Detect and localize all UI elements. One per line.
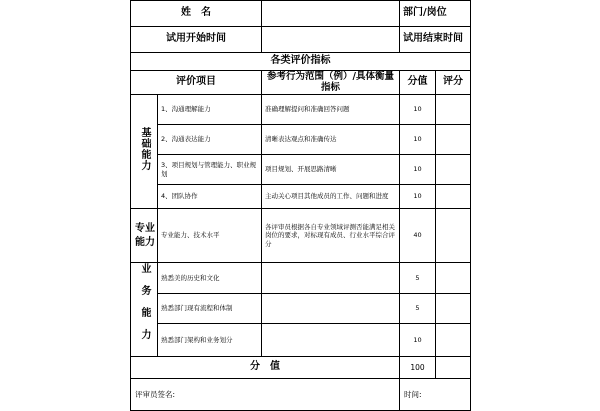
name-field[interactable] [262, 1, 400, 27]
item-score: 10 [400, 155, 436, 185]
item-reference: 各评审员根据各自专业领域评测否能满足相关岗位的要求，对标现有成员、行业水平综合评分 [262, 209, 400, 263]
item-score: 5 [400, 263, 436, 294]
col-header-score: 分值 [400, 71, 436, 95]
item-reference: 准确理解提问和准确回答问题 [262, 95, 400, 125]
trial-start-field[interactable] [262, 27, 400, 53]
col-header-item: 评价项目 [131, 71, 262, 95]
category-basic [131, 95, 158, 209]
name-label: 姓 名 [131, 1, 262, 27]
category-basic-label: 基础能力 [139, 127, 150, 171]
category-business [131, 263, 158, 357]
reviewer-signature-label: 评审员签名: [131, 379, 400, 411]
item-score: 10 [400, 125, 436, 155]
col-header-rating: 评分 [436, 71, 471, 95]
item-rating-cell[interactable] [436, 155, 471, 185]
item-rating-cell[interactable] [436, 185, 471, 209]
item-name: 3、项目规划与管理能力、职业规划 [158, 155, 262, 185]
item-reference [262, 293, 400, 324]
item-score: 10 [400, 95, 436, 125]
category-professional-label: 专业能力 [135, 222, 155, 248]
item-rating-cell[interactable] [436, 324, 471, 357]
time-label: 时间: [400, 379, 471, 411]
item-name: 1、沟通理解能力 [158, 95, 262, 125]
item-rating-cell[interactable] [436, 125, 471, 155]
total-rating-cell[interactable] [436, 357, 471, 379]
item-name: 熟悉部门现有流程和体制 [158, 293, 262, 324]
item-reference: 项目规划、开展思路清晰 [262, 155, 400, 185]
item-reference: 清晰表达观点和准确传达 [262, 125, 400, 155]
item-reference [262, 263, 400, 294]
category-professional [131, 209, 158, 263]
section-title: 各类评价指标 [131, 53, 471, 71]
item-name: 2、沟通表达能力 [158, 125, 262, 155]
dept-label: 部门/岗位 [400, 1, 471, 27]
category-business-label: 业务能力 [139, 263, 150, 351]
item-name: 熟悉部门架构和业务划分 [158, 324, 262, 357]
item-name: 4、团队协作 [158, 185, 262, 209]
total-value: 100 [400, 357, 436, 379]
trial-end-label: 试用结束时间 [400, 27, 471, 53]
item-reference [262, 324, 400, 357]
item-rating-cell[interactable] [436, 209, 471, 263]
item-score: 10 [400, 185, 436, 209]
trial-start-label: 试用开始时间 [131, 27, 262, 53]
item-rating-cell[interactable] [436, 293, 471, 324]
item-score: 10 [400, 324, 436, 357]
evaluation-form [130, 0, 471, 411]
col-header-reference: 参考行为范围（例）/具体衡量指标 [262, 71, 400, 95]
item-score: 40 [400, 209, 436, 263]
item-name: 专业能力、技术水平 [158, 209, 262, 263]
item-rating-cell[interactable] [436, 263, 471, 294]
item-name: 熟悉美的历史和文化 [158, 263, 262, 294]
total-label: 分 值 [131, 357, 400, 379]
item-score: 5 [400, 293, 436, 324]
item-rating-cell[interactable] [436, 95, 471, 125]
item-reference: 主动关心项目其他成员的工作、问题和进度 [262, 185, 400, 209]
